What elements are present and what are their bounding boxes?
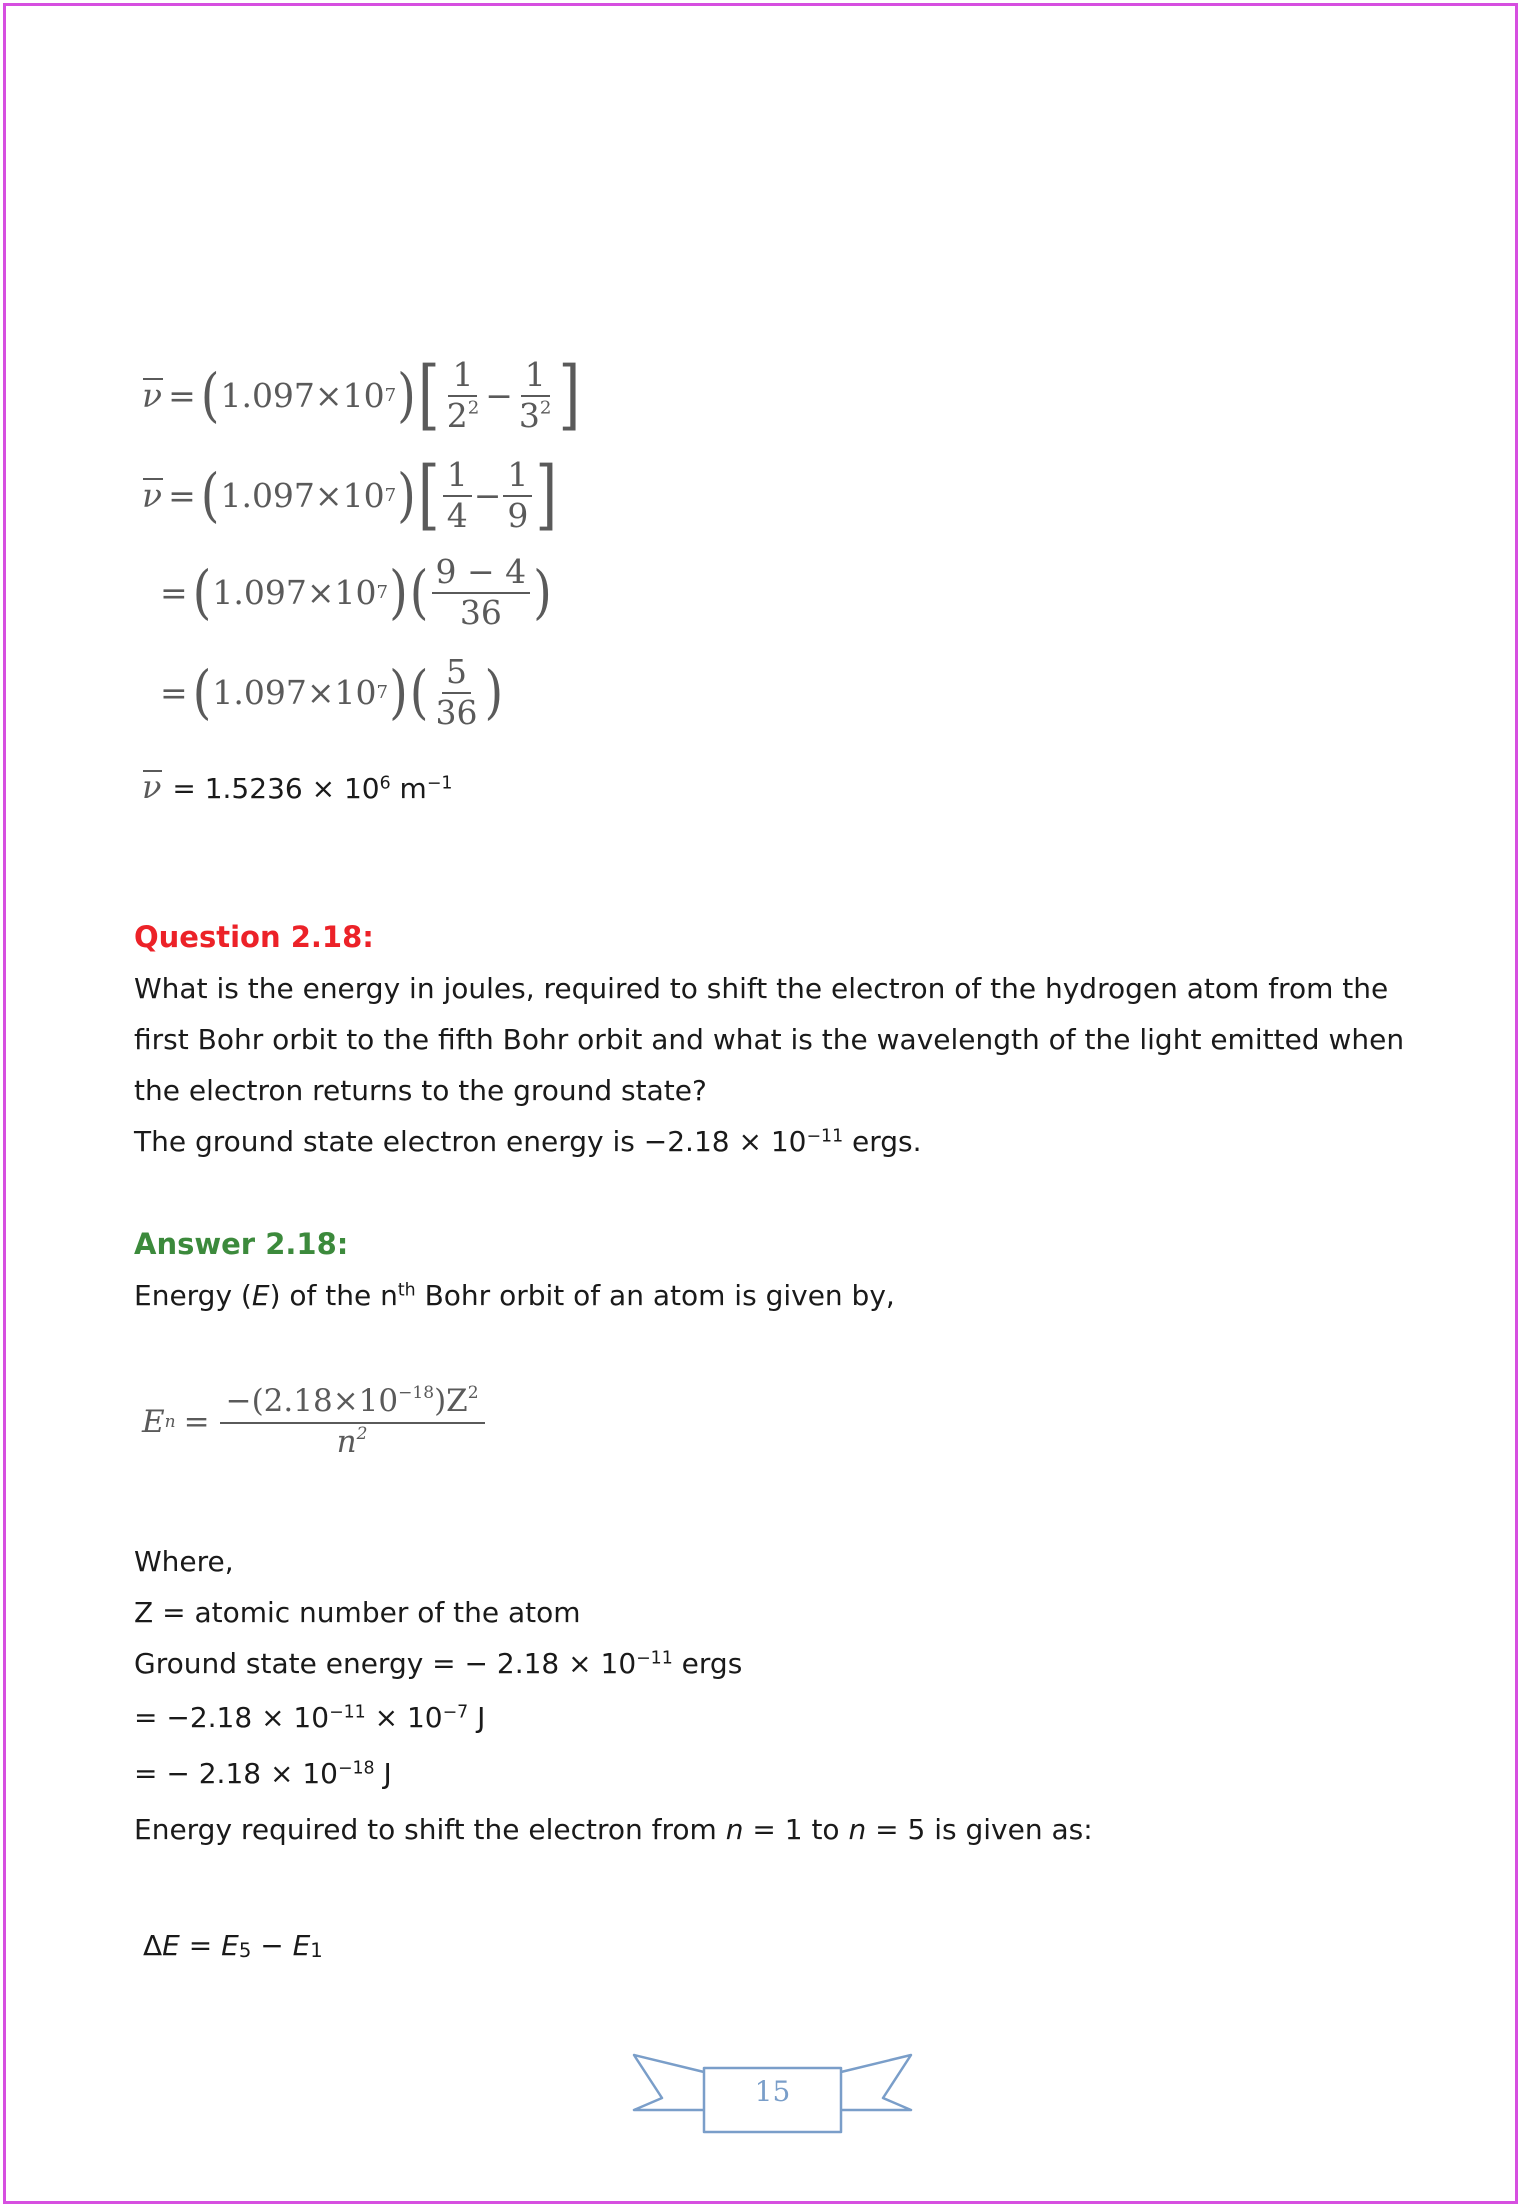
fraction-1-over-2sq: $\frac{1}{2^2}$ bbox=[446, 355, 480, 435]
delta-e-equation: $\Delta E = E_5 - E_1$ bbox=[143, 1929, 323, 1962]
page-number-ribbon bbox=[630, 2050, 915, 2136]
where-label: Where, bbox=[134, 1545, 234, 1578]
nu-bar-symbol: ν bbox=[142, 476, 163, 516]
nu-bar-symbol: ν bbox=[142, 376, 163, 416]
fraction-5-over-36: $\frac{5}{36}$ bbox=[435, 652, 478, 732]
z-definition: Z = atomic number of the atom bbox=[134, 1596, 581, 1629]
answer-intro: Energy (E) of the $n^{th}$ Bohr orbit of an atom is given by, bbox=[134, 1279, 895, 1312]
energy-required-statement: Energy required to shift the electron from n = 1 to n = 5 is given as: bbox=[134, 1813, 1093, 1846]
equation-line-3: = ( 1.097×10 7 ) ( $\frac{9 - 4}{36}$ ) bbox=[160, 552, 552, 632]
question-heading: Question 2.18: bbox=[134, 920, 374, 954]
equation-line-2: ν = ( 1.097×10 7 ) [ $\frac{1}{4}$ − $\frac{1}{9}$ ] bbox=[142, 451, 558, 539]
question-line-1: What is the energy in joules, required to shift the electron of the hydrogen atom from the bbox=[134, 972, 1389, 1005]
wavenumber-result: $\nu = 1.5236 \times 10^6$ $m^{-1}$ bbox=[142, 768, 453, 806]
fraction-9-minus-4-over-36: $\frac{9 - 4}{36}$ bbox=[432, 555, 531, 630]
question-line-4: The ground state electron energy is $-2.18 \times 10^{-11}$ ergs. bbox=[134, 1125, 922, 1158]
equation-line-1: ν = ( 1.097×10 7 ) [ $\frac{1}{2^2}$ − $\frac{1}{3^2}$ ] bbox=[142, 351, 581, 439]
conversion-line-2: = − $2.18 \times 10^{-18}$ J bbox=[134, 1757, 392, 1790]
fraction-1-over-4: $\frac{1}{4}$ bbox=[443, 458, 472, 533]
equation-line-4: = ( 1.097×10 7 ) ( $\frac{5}{36}$ ) bbox=[160, 652, 504, 732]
energy-fraction: $\frac{-(2.18\times 10^{-18})Z^2}{n^2}$ bbox=[220, 1385, 485, 1458]
fraction-1-over-3sq: $\frac{1}{3^2}$ bbox=[518, 355, 552, 435]
bohr-energy-formula: E n = $\frac{-(2.18\times 10^{-18})Z^2}{n^2}$ bbox=[142, 1385, 487, 1458]
rydberg-constant: 1.097×10 bbox=[220, 376, 385, 416]
ground-state-energy: Ground state energy = − $2.18 \times 10^{-11}$ ergs bbox=[134, 1647, 743, 1680]
question-line-3: the electron returns to the ground state? bbox=[134, 1074, 707, 1107]
page-number: 15 bbox=[754, 2075, 791, 2108]
answer-heading: Answer 2.18: bbox=[134, 1227, 349, 1261]
question-line-2: first Bohr orbit to the fifth Bohr orbit and what is the wavelength of the light emitted when bbox=[134, 1023, 1405, 1056]
conversion-line-1: = $-2.18 \times 10^{-11} \times 10^{-7}$ J bbox=[134, 1701, 486, 1734]
fraction-1-over-9: $\frac{1}{9}$ bbox=[503, 458, 532, 533]
